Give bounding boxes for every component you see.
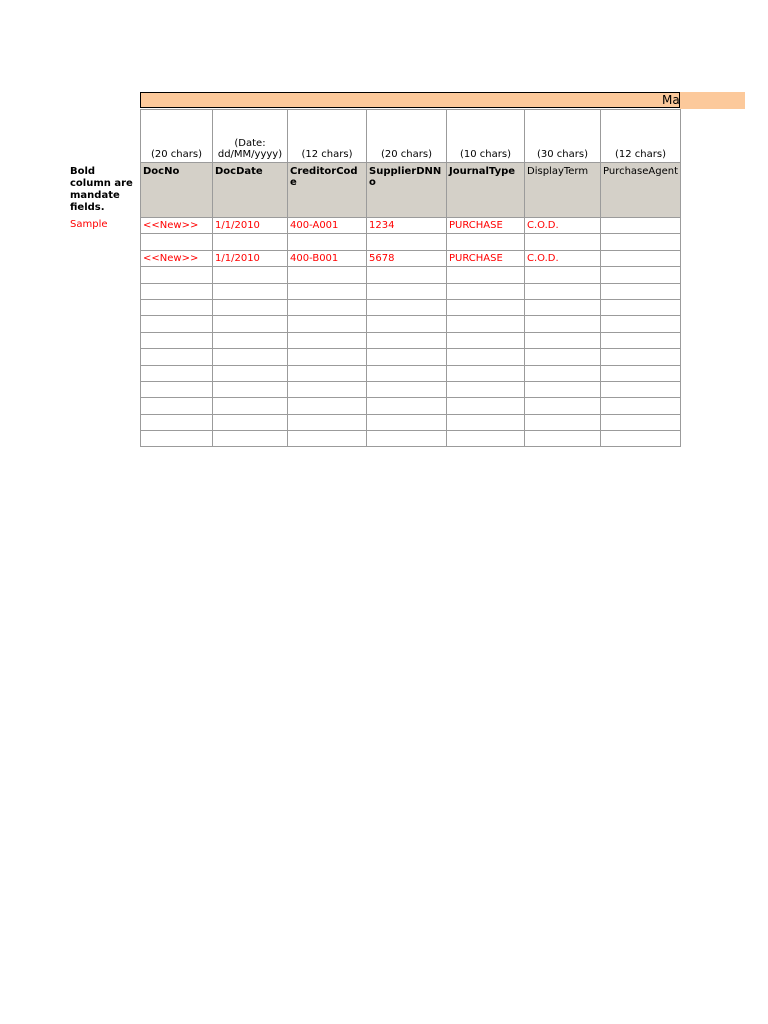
journal-type-cell[interactable] (447, 267, 525, 283)
supplier-dn-no-cell[interactable] (367, 349, 447, 365)
creditor-code-cell[interactable] (288, 365, 367, 381)
field-length-hint-row (141, 110, 681, 163)
display-term-cell[interactable] (525, 267, 601, 283)
journal-type-cell[interactable] (447, 381, 525, 397)
doc-no-column-header: DocNo (141, 163, 213, 218)
column-header-row (141, 163, 681, 218)
sheet-title-bar-overflow (680, 92, 745, 109)
creditor-code-column-header: CreditorCode (288, 163, 367, 218)
supplier-dn-no-cell[interactable]: 1234 (367, 218, 447, 234)
journal-type-cell[interactable] (447, 349, 525, 365)
table-row (141, 250, 681, 266)
journal-type-cell[interactable] (447, 299, 525, 315)
journal-type-cell[interactable]: PURCHASE (447, 218, 525, 234)
purchase-agent-cell[interactable] (601, 218, 681, 234)
table-row (141, 381, 681, 397)
creditor-code-length-hint: (12 chars) (288, 110, 367, 163)
purchase-agent-cell[interactable] (601, 267, 681, 283)
creditor-code-cell[interactable]: 400-A001 (288, 218, 367, 234)
creditor-code-cell[interactable]: 400-B001 (288, 250, 367, 266)
table-row (141, 332, 681, 348)
doc-no-cell[interactable] (141, 398, 213, 414)
creditor-code-cell[interactable] (288, 283, 367, 299)
table-row (141, 365, 681, 381)
journal-type-length-hint: (10 chars) (447, 110, 525, 163)
journal-type-cell[interactable] (447, 283, 525, 299)
table-row (141, 218, 681, 234)
journal-type-cell[interactable]: PURCHASE (447, 250, 525, 266)
supplier-dn-no-cell[interactable] (367, 316, 447, 332)
supplier-dn-no-length-hint: (20 chars) (367, 110, 447, 163)
creditor-code-cell[interactable] (288, 332, 367, 348)
display-term-column-header: DisplayTerm (525, 163, 601, 218)
doc-date-cell[interactable] (213, 381, 288, 397)
table-row (141, 283, 681, 299)
doc-no-cell[interactable] (141, 365, 213, 381)
supplier-dn-no-cell[interactable] (367, 234, 447, 250)
journal-type-cell[interactable] (447, 365, 525, 381)
doc-no-cell[interactable] (141, 299, 213, 315)
supplier-dn-no-cell[interactable] (367, 381, 447, 397)
table-row (141, 414, 681, 430)
doc-date-cell[interactable] (213, 234, 288, 250)
display-term-cell[interactable] (525, 398, 601, 414)
creditor-code-cell[interactable] (288, 349, 367, 365)
creditor-code-cell[interactable] (288, 234, 367, 250)
display-term-cell[interactable] (525, 299, 601, 315)
sheet-title-bar (140, 92, 680, 108)
display-term-cell[interactable] (525, 381, 601, 397)
journal-type-cell[interactable] (447, 316, 525, 332)
doc-date-cell[interactable] (213, 349, 288, 365)
doc-date-cell[interactable] (213, 431, 288, 447)
purchase-agent-cell[interactable] (601, 365, 681, 381)
doc-no-cell[interactable] (141, 332, 213, 348)
supplier-dn-no-cell[interactable] (367, 398, 447, 414)
table-row (141, 316, 681, 332)
doc-date-cell[interactable] (213, 316, 288, 332)
table-row (141, 299, 681, 315)
purchase-agent-cell[interactable] (601, 283, 681, 299)
supplier-dn-no-cell[interactable] (367, 299, 447, 315)
supplier-dn-no-cell[interactable] (367, 283, 447, 299)
doc-date-cell[interactable] (213, 283, 288, 299)
supplier-dn-no-column-header: SupplierDNNo (367, 163, 447, 218)
display-term-cell[interactable]: C.O.D. (525, 250, 601, 266)
purchase-agent-cell[interactable] (601, 316, 681, 332)
doc-date-cell[interactable]: 1/1/2010 (213, 250, 288, 266)
purchase-agent-length-hint: (12 chars) (601, 110, 681, 163)
doc-date-cell[interactable] (213, 332, 288, 348)
journal-type-column-header: JournalType (447, 163, 525, 218)
display-term-cell[interactable] (525, 365, 601, 381)
creditor-code-cell[interactable] (288, 414, 367, 430)
supplier-dn-no-cell[interactable] (367, 267, 447, 283)
purchase-agent-cell[interactable] (601, 398, 681, 414)
doc-date-column-header: DocDate (213, 163, 288, 218)
doc-no-cell[interactable] (141, 316, 213, 332)
purchase-agent-cell[interactable] (601, 381, 681, 397)
table-row (141, 267, 681, 283)
display-term-cell[interactable] (525, 234, 601, 250)
display-term-cell[interactable] (525, 414, 601, 430)
supplier-dn-no-cell[interactable] (367, 431, 447, 447)
doc-date-cell[interactable]: 1/1/2010 (213, 218, 288, 234)
table-row (141, 234, 681, 250)
purchase-agent-cell[interactable] (601, 299, 681, 315)
doc-no-cell[interactable] (141, 267, 213, 283)
purchase-agent-cell[interactable] (601, 414, 681, 430)
creditor-code-cell[interactable] (288, 431, 367, 447)
supplier-dn-no-cell[interactable]: 5678 (367, 250, 447, 266)
doc-no-cell[interactable] (141, 414, 213, 430)
table-row (141, 398, 681, 414)
doc-no-cell[interactable]: <<New>> (141, 218, 213, 234)
creditor-code-cell[interactable] (288, 316, 367, 332)
display-term-cell[interactable] (525, 431, 601, 447)
journal-type-cell[interactable] (447, 234, 525, 250)
supplier-dn-no-cell[interactable] (367, 365, 447, 381)
creditor-code-cell[interactable] (288, 267, 367, 283)
doc-date-cell[interactable] (213, 267, 288, 283)
doc-date-cell[interactable] (213, 414, 288, 430)
purchase-agent-cell[interactable] (601, 332, 681, 348)
doc-date-cell[interactable] (213, 365, 288, 381)
table-row (141, 431, 681, 447)
purchase-agent-column-header: PurchaseAgent (601, 163, 681, 218)
journal-type-cell[interactable] (447, 332, 525, 348)
display-term-cell[interactable] (525, 332, 601, 348)
display-term-cell[interactable]: C.O.D. (525, 218, 601, 234)
display-term-length-hint: (30 chars) (525, 110, 601, 163)
import-template-table (140, 109, 681, 447)
table-row (141, 349, 681, 365)
doc-no-cell[interactable] (141, 431, 213, 447)
doc-no-cell[interactable] (141, 283, 213, 299)
doc-date-length-hint: (Date: dd/MM/yyyy) (213, 110, 288, 163)
journal-type-cell[interactable] (447, 398, 525, 414)
purchase-agent-cell[interactable] (601, 250, 681, 266)
purchase-agent-cell[interactable] (601, 349, 681, 365)
purchase-agent-cell[interactable] (601, 234, 681, 250)
doc-date-cell[interactable] (213, 299, 288, 315)
sheet-title: Ma (662, 93, 680, 107)
doc-no-cell[interactable] (141, 349, 213, 365)
supplier-dn-no-cell[interactable] (367, 332, 447, 348)
journal-type-cell[interactable] (447, 431, 525, 447)
doc-no-cell[interactable] (141, 234, 213, 250)
creditor-code-cell[interactable] (288, 381, 367, 397)
display-term-cell[interactable] (525, 283, 601, 299)
doc-no-cell[interactable]: <<New>> (141, 250, 213, 266)
display-term-cell[interactable] (525, 316, 601, 332)
purchase-agent-cell[interactable] (601, 431, 681, 447)
creditor-code-cell[interactable] (288, 299, 367, 315)
doc-no-cell[interactable] (141, 381, 213, 397)
display-term-cell[interactable] (525, 349, 601, 365)
doc-no-length-hint: (20 chars) (141, 110, 213, 163)
creditor-code-cell[interactable] (288, 398, 367, 414)
mandatory-fields-note: Bold column are mandate fields. (70, 166, 133, 213)
doc-date-cell[interactable] (213, 398, 288, 414)
supplier-dn-no-cell[interactable] (367, 414, 447, 430)
journal-type-cell[interactable] (447, 414, 525, 430)
sample-label: Sample (70, 219, 108, 230)
